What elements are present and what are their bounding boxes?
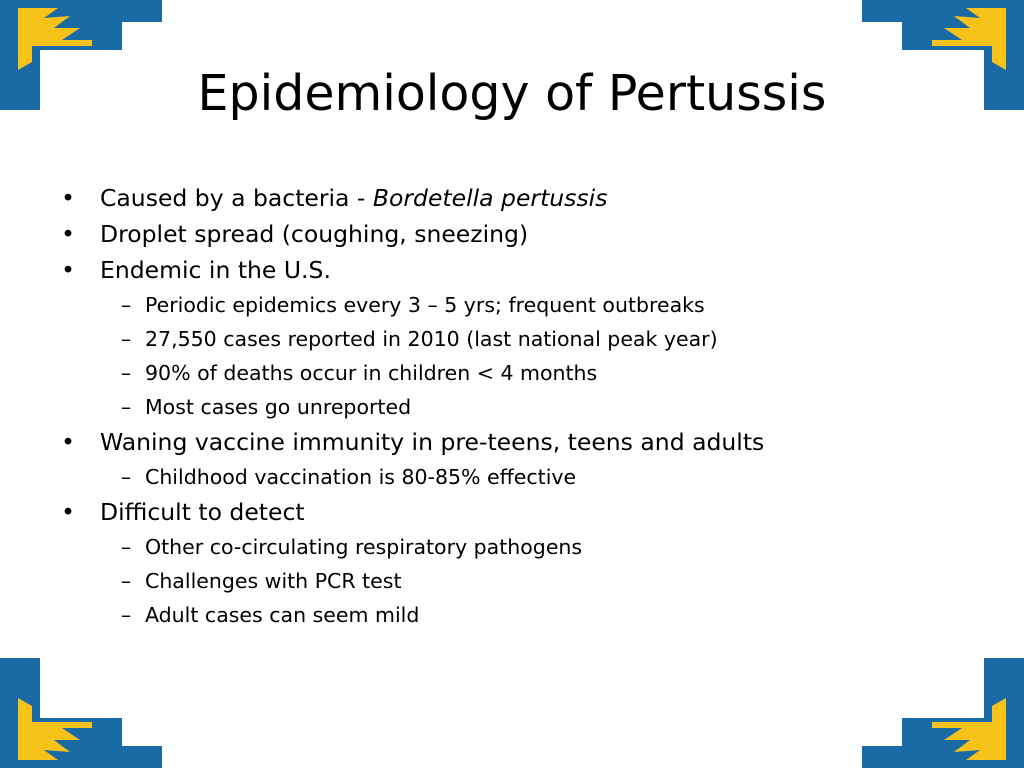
bullet-item <box>58 252 978 424</box>
dash-marker: – <box>120 569 132 593</box>
sub-bullet-item <box>58 564 978 598</box>
sub-bullet-item <box>58 390 978 424</box>
sub-bullet-list <box>100 530 978 632</box>
sub-bullet-text: Other co-circulating respiratory pathogens <box>145 535 583 559</box>
dash-marker: – <box>120 465 132 489</box>
sub-bullet-item <box>58 288 978 322</box>
dash-marker: – <box>120 535 132 559</box>
dash-marker: – <box>120 603 132 627</box>
bullet-text: Caused by a bacteria - <box>100 184 373 212</box>
bullet-marker: • <box>61 184 75 212</box>
dash-marker: – <box>120 395 132 419</box>
sub-bullet-list <box>100 288 978 424</box>
bullet-text-italic: Bordetella pertussis <box>372 184 608 212</box>
dash-marker: – <box>120 327 132 351</box>
sub-bullet-text: Adult cases can seem mild <box>145 603 420 627</box>
sub-bullet-item <box>58 460 978 494</box>
sub-bullet-list <box>100 460 978 494</box>
bullet-marker: • <box>61 428 75 456</box>
dash-marker: – <box>120 361 132 385</box>
bullet-item <box>58 424 978 494</box>
bullet-text: Waning vaccine immunity in pre-teens, teens and adults <box>100 428 765 456</box>
sub-bullet-text: 90% of deaths occur in children < 4 months <box>145 361 598 385</box>
sub-bullet-item <box>58 598 978 632</box>
sub-bullet-text: 27,550 cases reported in 2010 (last national peak year) <box>145 327 718 351</box>
bullet-item <box>58 216 978 252</box>
bullet-text: Endemic in the U.S. <box>100 256 331 284</box>
bullet-marker: • <box>61 498 75 526</box>
corner-decoration-bottom-right <box>862 658 1024 768</box>
bullet-item <box>58 180 978 216</box>
sub-bullet-item <box>58 530 978 564</box>
dash-marker: – <box>120 293 132 317</box>
sub-bullet-text: Childhood vaccination is 80-85% effective <box>145 465 577 489</box>
slide-title: Epidemiology of Pertussis <box>197 65 827 122</box>
bullet-marker: • <box>61 220 75 248</box>
sub-bullet-text: Periodic epidemics every 3 – 5 yrs; frequent outbreaks <box>145 293 705 317</box>
bullet-text: Difficult to detect <box>100 498 305 526</box>
bullet-item <box>58 494 978 632</box>
sub-bullet-text: Most cases go unreported <box>145 395 412 419</box>
sub-bullet-item <box>58 322 978 356</box>
corner-decoration-bottom-left <box>0 658 162 768</box>
sub-bullet-item <box>58 356 978 390</box>
bullet-marker: • <box>61 256 75 284</box>
bullet-list <box>58 180 978 632</box>
sub-bullet-text: Challenges with PCR test <box>145 569 402 593</box>
bullet-text: Droplet spread (coughing, sneezing) <box>100 220 529 248</box>
